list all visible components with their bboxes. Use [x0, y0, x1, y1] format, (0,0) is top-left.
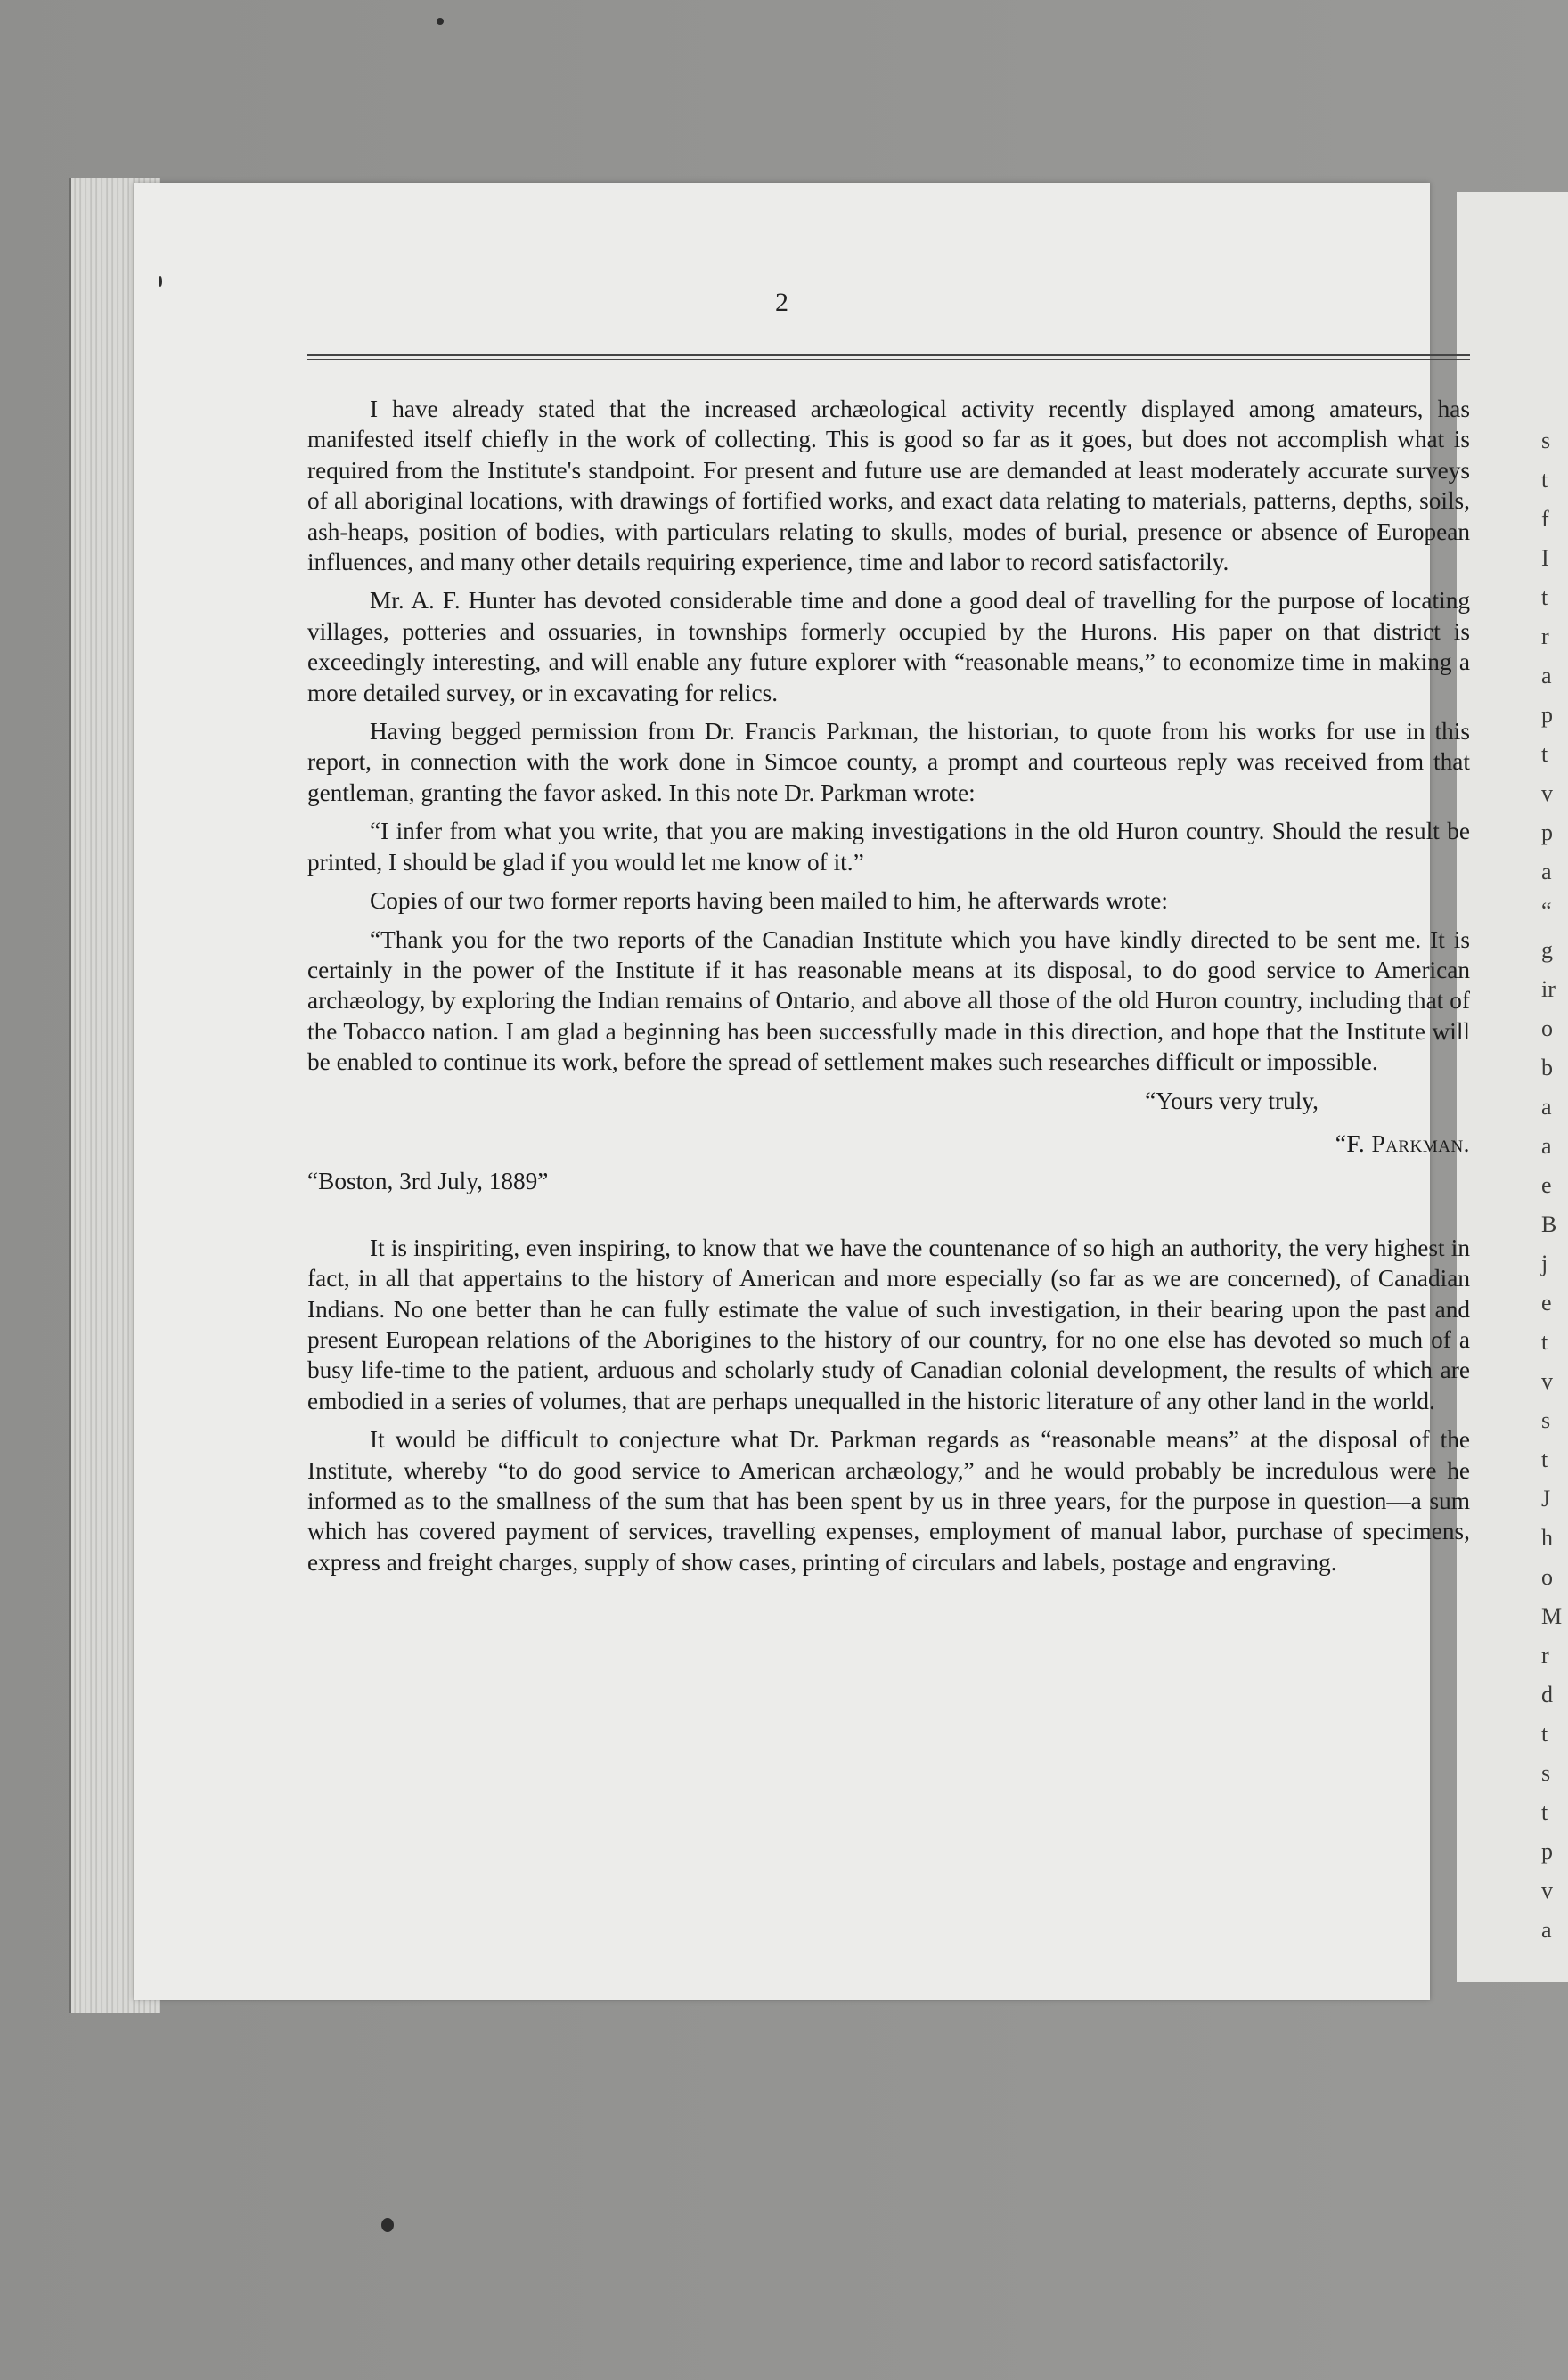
paragraph-6: It would be difficult to conjecture what Dr. Parkman regards as “reasonable means” at the disposal of the Institute, whereby “to do good service to American archæology,” and he would probably be incredulous were he informed as to the smallness of the sum that has been spent by us in three years, for the purpose in question—a sum which has covered payment of services, travelling expenses, employment of manual labor, purchase of specimens, express and freight charges, supply of show cases, printing of circulars and labels, postage and engraving. — [307, 1426, 1470, 1576]
adjacent-page-glyph: “ — [1541, 898, 1552, 924]
adjacent-page-glyph: t — [1541, 1721, 1548, 1747]
paragraph-2: Mr. A. F. Hunter has devoted considerable time and done a good deal of travelling for the purpose of locating villages, potteries and ossuaries, in townships formerly occupied by the Hurons. His paper on that district is exceedingly interesting, and will enable any future explorer with “reasonable means,” to economize time in making a more detailed survey, or in excavating for relics. — [307, 587, 1470, 706]
dust-speck — [381, 2218, 394, 2232]
adjacent-page-glyph: t — [1541, 1447, 1548, 1472]
adjacent-page-glyph: j — [1541, 1251, 1548, 1276]
adjacent-page-glyph: r — [1541, 624, 1549, 649]
adjacent-page-glyph: d — [1541, 1682, 1553, 1708]
adjacent-page-glyph: a — [1541, 663, 1552, 689]
paragraph-4: Copies of our two former reports having been mailed to him, he afterwards wrote: — [370, 887, 1168, 915]
adjacent-page-glyph: M — [1541, 1603, 1563, 1629]
adjacent-page-glyph: b — [1541, 1055, 1553, 1080]
adjacent-page-glyph: o — [1541, 1564, 1553, 1590]
adjacent-page-glyph: p — [1541, 819, 1553, 845]
adjacent-page-glyph: t — [1541, 584, 1548, 610]
adjacent-page-glyph: t — [1541, 741, 1548, 767]
adjacent-page-glyph: a — [1541, 1133, 1552, 1159]
adjacent-page-glyph: t — [1541, 1799, 1548, 1825]
adjacent-page-glyph: B — [1541, 1211, 1557, 1237]
dust-speck — [437, 18, 444, 25]
adjacent-page-glyph: ir — [1541, 976, 1556, 1002]
paragraph-1: I have already stated that the increased archæological activity recently displayed among amateurs, has manifested itself chiefly in the work of collecting. This is good so far as it goes, but does not accomplish what is required from the Institute's standpoint. For present and future use are demanded at least moderately accurate surveys of all aboriginal locations, with drawings of fortified works, and exact data relating to materials, patterns, depths, soils, ash-heaps, position of bodies, with particulars relating to skulls, modes of burial, presence or absence of European influences, and many other details requiring experience, time and labor to record satisfactorily. — [307, 395, 1470, 576]
adjacent-page-glyph: s — [1541, 1760, 1551, 1786]
adjacent-page-glyph: v — [1541, 1368, 1553, 1394]
adjacent-page-glyph: a — [1541, 1094, 1552, 1120]
letter-closing: “Yours very truly, — [1145, 1087, 1319, 1114]
signature-name: Parkman. — [1371, 1129, 1470, 1157]
adjacent-page-glyph: e — [1541, 1172, 1552, 1198]
adjacent-page-glyph: J — [1541, 1486, 1551, 1512]
adjacent-page-glyph: f — [1541, 506, 1549, 532]
paragraph-5: It is inspiriting, even inspiring, to know that we have the countenance of so high an authority, the very highest in fact, in all that appertains to the history of American and more especially (so far as we are concerned), of Canadian Indians. No one better than he can fully estimate the value of such investigation, in their bearing upon the past and present European relations of the Aborigines to the history of our country, for no one else has devoted so much of a busy life-time to the patient, arduous and scholarly study of Canadian colonial development, the results of which are embodied in a series of volumes, that are perhaps unequalled in the historic literature of any other land in the world. — [307, 1234, 1470, 1414]
adjacent-page-glyph: g — [1541, 937, 1553, 963]
quoted-letter-2: “Thank you for the two reports of the Canadian Institute which you have kindly directed to be sent me. It is certainly in the power of the Institute if it has reasonable means at its disposal, to do good service to American archæology, by exploring the Indian remains of Ontario, and above all those of the old Huron country, including that of the Tobacco nation. I am glad a beginning has been successfully made in this direction, and hope that the Institute will be enabled to continue its work, before the spread of settlement makes such researches difficult or impossible. — [307, 925, 1470, 1076]
page-number: 2 — [775, 288, 788, 317]
adjacent-page-glyph: a — [1541, 1917, 1552, 1943]
adjacent-page-glyph: t — [1541, 467, 1548, 493]
letter-signature — [307, 1129, 1470, 1159]
adjacent-page-glyph: v — [1541, 780, 1553, 806]
adjacent-page-glyph: p — [1541, 1838, 1553, 1864]
letter-dateline: “Boston, 3rd July, 1889” — [307, 1168, 549, 1195]
adjacent-page-glyph: s — [1541, 1407, 1551, 1433]
page-body — [307, 394, 1470, 1585]
adjacent-page-glyph: p — [1541, 702, 1553, 728]
adjacent-page-glyph: t — [1541, 1329, 1548, 1355]
signature-prefix: “F. — [1335, 1129, 1372, 1157]
paragraph-3: Having begged permission from Dr. Francis Parkman, the historian, to quote from his works for use in this report, in connection with the work done in Simcoe county, a prompt and courteous reply was received from that gentleman, granting the favor asked. In this note Dr. Parkman wrote: — [307, 718, 1470, 806]
adjacent-page-glyph: o — [1541, 1015, 1553, 1041]
header-rule — [307, 354, 1470, 360]
book-page — [134, 183, 1470, 2000]
dust-speck — [159, 276, 162, 287]
adjacent-page-glyph: e — [1541, 1290, 1552, 1316]
adjacent-page-glyph: h — [1541, 1525, 1553, 1551]
adjacent-page — [1457, 192, 1568, 1982]
adjacent-page-glyph: r — [1541, 1642, 1549, 1668]
quoted-letter-1: “I infer from what you write, that you are making investigations in the old Huron country. Should the result be printed, I should be glad if you would let me know of it.” — [307, 818, 1470, 876]
adjacent-page-glyph: s — [1541, 428, 1551, 453]
adjacent-page-glyph: a — [1541, 859, 1552, 884]
adjacent-page-glyph: I — [1541, 545, 1549, 571]
adjacent-page-glyph: v — [1541, 1878, 1553, 1903]
